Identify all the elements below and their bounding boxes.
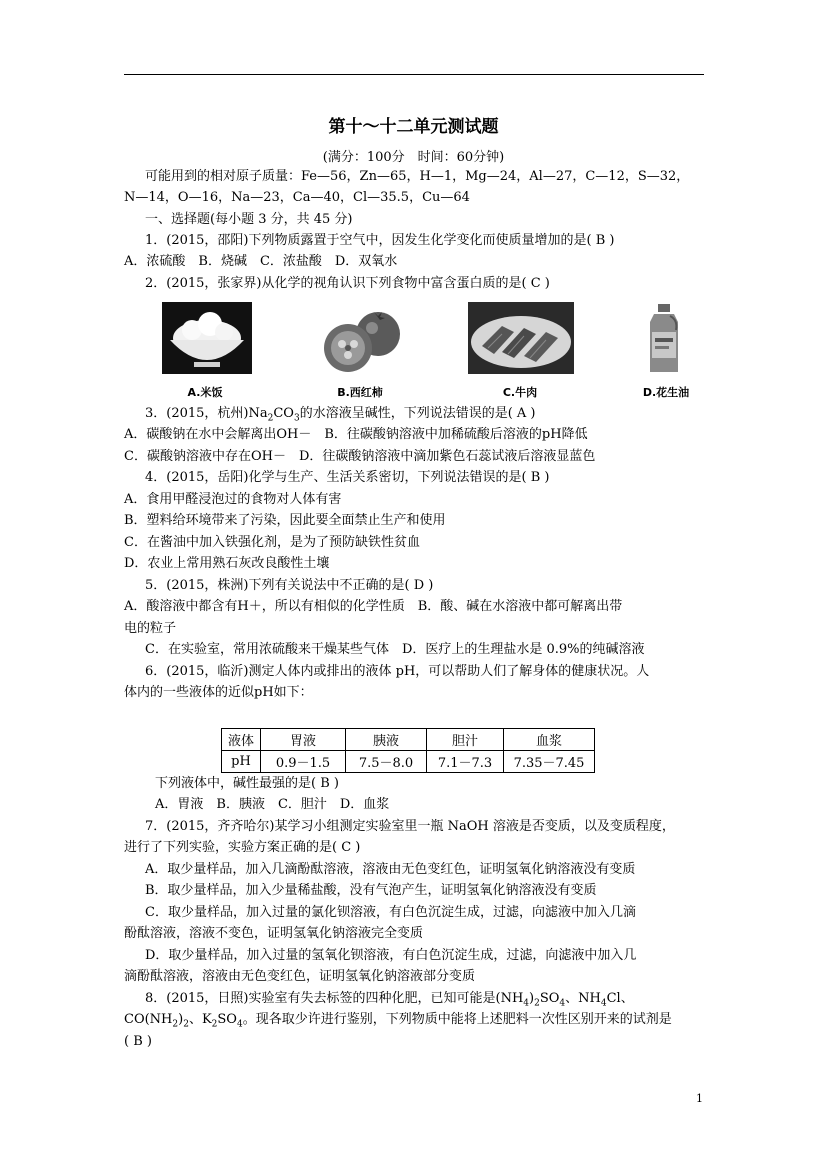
tomato-photo bbox=[316, 302, 406, 376]
table-cell: 7.35－7.45 bbox=[504, 751, 595, 773]
table-cell: 0.9－1.5 bbox=[261, 751, 346, 773]
question-4-option-d: D．农业上常用熟石灰改良酸性土壤 bbox=[124, 556, 330, 571]
question-6-options: A．胃液 B．胰液 C．胆汁 D．血浆 bbox=[155, 797, 390, 812]
table-cell: 7.1－7.3 bbox=[427, 751, 504, 773]
question-5-options-line-1: A．酸溶液中都含有H＋，所以有相似的化学性质 B．酸、碱在水溶液中都可解离出带 bbox=[124, 599, 623, 614]
table-cell: 7.5－8.0 bbox=[346, 751, 427, 773]
question-3-options-ab: A．碳酸钠在水中会解离出OH－ B．往碳酸钠溶液中加稀硫酸后溶液的pH降低 bbox=[124, 427, 588, 442]
question-5-options-line-3: C．在实验室，常用浓硫酸来干燥某些气体 D．医疗上的生理盐水是 0.9%的纯碱溶液 bbox=[145, 642, 645, 657]
peanut-oil-bottle-photo bbox=[644, 302, 684, 376]
question-4-option-b: B．塑料给环境带来了污染，因此要全面禁止生产和使用 bbox=[124, 513, 446, 528]
table-row bbox=[222, 751, 595, 773]
question-7-option-a: A．取少量样品，加入几滴酚酞溶液，溶液由无色变红色，证明氢氧化钠溶液没有变质 bbox=[145, 862, 636, 877]
question-5-options-line-2: 电的粒子 bbox=[124, 621, 177, 636]
question-6-stem-line-2: 体内的一些液体的近似pH如下： bbox=[124, 685, 313, 700]
table-header-cell: 胃液 bbox=[261, 729, 346, 751]
ph-table bbox=[221, 728, 595, 773]
page-title: 第十～十二单元测试题 bbox=[328, 117, 499, 137]
question-6-stem-line-1: 6．(2015，临沂)测定人体内或排出的液体 pH，可以帮助人们了解身体的健康状况。人 bbox=[145, 664, 650, 679]
rice-bowl-photo bbox=[162, 302, 252, 374]
table-cell: pH bbox=[222, 751, 261, 773]
atomic-mass-line-2: N—14，O—16，Na—23，Ca—40，Cl—35.5，Cu—64 bbox=[124, 190, 470, 205]
table-header-cell: 液体 bbox=[222, 729, 261, 751]
question-7-option-d-line-1: D．取少量样品，加入过量的氢氧化钡溶液，有白色沉淀生成，过滤，向滤液中加入几 bbox=[145, 948, 637, 963]
atomic-mass-line-1: 可能用到的相对原子质量：Fe—56，Zn—65，H—1，Mg—24，Al—27，C—12，S—32， bbox=[145, 169, 690, 184]
question-7-option-c-line-2: 酚酞溶液，溶液不变色，证明氢氧化钠溶液完全变质 bbox=[124, 926, 424, 941]
table-header-cell: 血浆 bbox=[504, 729, 595, 751]
image-caption-b: B.西红柿 bbox=[337, 386, 383, 399]
table-header-cell: 胰液 bbox=[346, 729, 427, 751]
page-subtitle: (满分：100分 时间：60分钟) bbox=[322, 150, 505, 165]
question-1-stem: 1．(2015，邵阳)下列物质露置于空气中，因发生化学变化而使质量增加的是( B ) bbox=[145, 233, 615, 248]
image-caption-d: D.花生油 bbox=[642, 386, 690, 399]
question-4-stem: 4．(2015，岳阳)化学与生产、生活关系密切，下列说法错误的是( B ) bbox=[145, 470, 550, 485]
question-7-option-b: B．取少量样品，加入少量稀盐酸，没有气泡产生，证明氢氧化钠溶液没有变质 bbox=[145, 883, 597, 898]
section-heading: 一、选择题(每小题 3 分，共 45 分) bbox=[145, 212, 353, 227]
question-8-line-3: ( B ) bbox=[124, 1034, 152, 1049]
image-caption-a: A.米饭 bbox=[187, 386, 223, 399]
question-8-line-1: 8．(2015，日照)实验室有失去标签的四种化肥，已知可能是$(NH_4)_2SO_4$、$NH_4Cl$、 bbox=[145, 991, 634, 1009]
question-4-option-c: C．在酱油中加入铁强化剂，是为了预防缺铁性贫血 bbox=[124, 535, 420, 550]
question-8-line-2: $CO(NH_2)_2$、$K_2SO_4$。现各取少许进行鉴别，下列物质中能将上述肥料一次性区别开来的试剂是 bbox=[124, 1012, 672, 1030]
question-4-option-a: A．食用甲醛浸泡过的食物对人体有害 bbox=[124, 492, 342, 507]
question-7-stem-line-2: 进行了下列实验，实验方案正确的是( C ) bbox=[124, 840, 361, 855]
image-caption-c: C.牛肉 bbox=[502, 386, 538, 399]
header-rule bbox=[124, 74, 704, 75]
beef-photo bbox=[468, 302, 574, 374]
question-7-stem-line-1: 7．(2015，齐齐哈尔)某学习小组测定实验室里一瓶 NaOH 溶液是否变质，以及变质程度， bbox=[145, 819, 675, 834]
question-5-stem: 5．(2015，株洲)下列有关说法中不正确的是( D ) bbox=[145, 578, 434, 593]
table-header-cell: 胆汁 bbox=[427, 729, 504, 751]
question-3-options-cd: C．碳酸钠溶液中存在OH－ D．往碳酸钠溶液中滴加紫色石蕊试液后溶液显蓝色 bbox=[124, 449, 596, 464]
question-1-options: A．浓硫酸 B．烧碱 C．浓盐酸 D．双氧水 bbox=[124, 254, 398, 269]
page-number: 1 bbox=[696, 1092, 703, 1105]
question-7-option-d-line-2: 滴酚酞溶液，溶液由无色变红色，证明氢氧化钠溶液部分变质 bbox=[124, 969, 476, 984]
question-3-stem: 3．(2015，杭州)$Na_2CO_3$的水溶液呈碱性，下列说法错误的是( A ) bbox=[145, 406, 536, 424]
question-2-stem: 2．(2015，张家界)从化学的视角认识下列食物中富含蛋白质的是( C ) bbox=[145, 276, 550, 291]
question-7-option-c-line-1: C．取少量样品，加入过量的氯化钡溶液，有白色沉淀生成，过滤，向滤液中加入几滴 bbox=[145, 905, 636, 920]
table-row bbox=[222, 729, 595, 751]
question-6-question: 下列液体中，碱性最强的是( B ) bbox=[155, 776, 339, 791]
